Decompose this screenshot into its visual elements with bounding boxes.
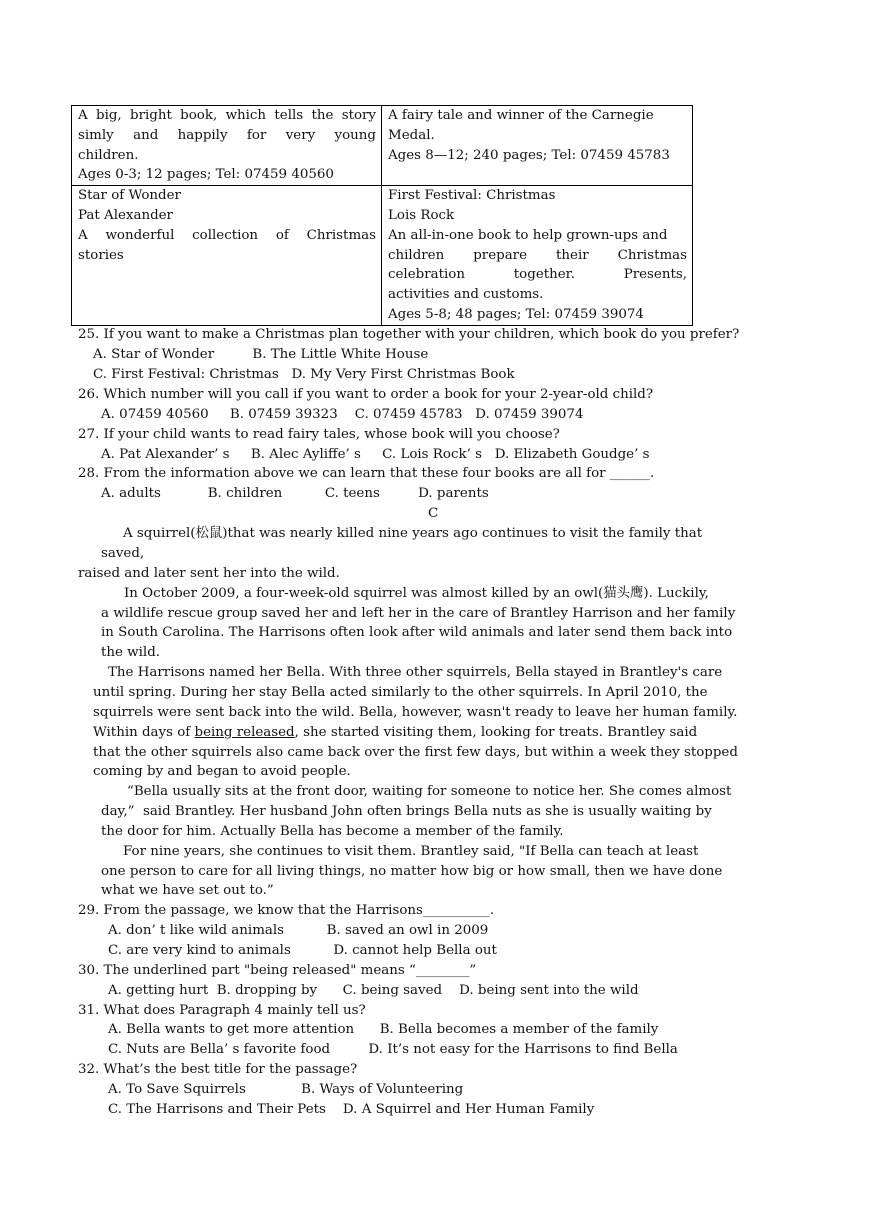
question-32-options-ab: A. To Save Squirrels B. Ways of Volunteering <box>108 1082 464 1097</box>
passage-line: In October 2009, a four-week-old squirrel was almost killed by an owl(猫头鹰). Luckily, <box>124 586 709 601</box>
question-28-options: A. adults B. children C. teens D. parents <box>101 486 489 501</box>
book-author: Lois Rock <box>388 207 455 223</box>
book-description-line: Medal. <box>388 127 435 143</box>
book-description-line: children prepare their Christmas <box>388 247 687 263</box>
question-26-options: A. 07459 40560 B. 07459 39323 C. 07459 45783 D. 07459 39074 <box>101 407 584 422</box>
book-info-line: Ages 8—12; 240 pages; Tel: 07459 45783 <box>388 147 670 163</box>
question-25-options-cd: C. First Festival: Christmas D. My Very First Christmas Book <box>93 367 515 382</box>
passage-line: a wildlife rescue group saved her and left her in the care of Brantley Harrison and her family <box>101 606 736 621</box>
question-29-options-cd: C. are very kind to animals D. cannot help Bella out <box>108 943 497 958</box>
passage-line-with-underline <box>93 723 697 743</box>
question-27-options: A. Pat Alexander’ s B. Alec Ayliffe’ s C. Lois Rock’ s D. Elizabeth Goudge’ s <box>101 447 650 462</box>
passage-text: Within days of <box>93 725 195 740</box>
underlined-phrase: being released <box>194 725 295 740</box>
book-description-line: A fairy tale and winner of the Carnegie <box>388 108 654 123</box>
passage-line: day,” said Brantley. Her husband John often brings Bella nuts as she is usually waiting by <box>101 804 712 819</box>
book-description-line: A big, bright book, which tells the story <box>78 108 376 123</box>
question-29: 29. From the passage, we know that the Harrisons__________. <box>78 903 495 918</box>
passage-line: until spring. During her stay Bella acted similarly to the other squirrels. In April 2010, the <box>93 685 708 700</box>
question-30-options: A. getting hurt B. dropping by C. being saved D. being sent into the wild <box>108 983 639 998</box>
book-table-row <box>72 106 693 186</box>
passage-line: what we have set out to.” <box>101 883 274 898</box>
question-28: 28. From the information above we can learn that these four books are all for ______. <box>78 466 655 481</box>
book-cell-star-of-wonder <box>72 186 382 326</box>
question-27: 27. If your child wants to read fairy tales, whose book will you choose? <box>78 427 560 442</box>
book-table <box>71 105 693 326</box>
book-description-line: A wonderful collection of Christmas <box>78 227 376 243</box>
book-author: Pat Alexander <box>78 207 173 223</box>
passage-line: raised and later sent her into the wild. <box>78 566 340 581</box>
book-title: Star of Wonder <box>78 188 181 204</box>
question-25: 25. If you want to make a Christmas plan together with your children, which book do you prefer? <box>78 327 740 342</box>
question-30: 30. The underlined part "being released" means “________” <box>78 963 477 978</box>
passage-line: saved, <box>101 546 145 561</box>
question-31: 31. What does Paragraph 4 mainly tell us? <box>78 1003 366 1018</box>
question-31-options-ab: A. Bella wants to get more attention B. Bella becomes a member of the family <box>108 1022 659 1037</box>
passage-text: , she started visiting them, looking for treats. Brantley said <box>294 725 698 740</box>
question-32: 32. What’s the best title for the passage? <box>78 1062 358 1077</box>
question-31-options-cd: C. Nuts are Bella’ s favorite food D. It’s not easy for the Harrisons to find Bella <box>108 1042 678 1057</box>
passage-line: “Bella usually sits at the front door, waiting for someone to notice her. She comes almost <box>127 784 732 799</box>
passage-line: one person to care for all living things, no matter how big or how small, then we have done <box>101 864 723 879</box>
book-cell-first-festival <box>382 186 693 326</box>
passage-line: that the other squirrels also came back over the first few days, but within a week they stopped <box>93 745 738 760</box>
book-info-line: Ages 5-8; 48 pages; Tel: 07459 39074 <box>388 306 644 322</box>
passage-line: the door for him. Actually Bella has become a member of the family. <box>101 824 564 839</box>
book-description-line: simly and happily for very young <box>78 127 376 143</box>
question-25-options-ab: A. Star of Wonder B. The Little White House <box>93 347 429 362</box>
question-26: 26. Which number will you call if you want to order a book for your 2-year-old child? <box>78 387 654 402</box>
passage-line: A squirrel(松鼠)that was nearly killed nine years ago continues to visit the family that <box>123 526 703 541</box>
passage-line: squirrels were sent back into the wild. Bella, however, wasn't ready to leave her human family. <box>93 705 738 720</box>
book-title: First Festival: Christmas <box>388 188 556 204</box>
passage-line: For nine years, she continues to visit them. Brantley said, "If Bella can teach at least <box>123 844 699 859</box>
book-cell-fairy-tale <box>382 106 693 186</box>
question-32-options-cd: C. The Harrisons and Their Pets D. A Squirrel and Her Human Family <box>108 1102 595 1117</box>
question-29-options-ab: A. don’ t like wild animals B. saved an owl in 2009 <box>108 923 489 938</box>
passage-line: in South Carolina. The Harrisons often look after wild animals and later send them back into <box>101 625 733 640</box>
book-description-line: activities and customs. <box>388 287 544 303</box>
passage-line: coming by and began to avoid people. <box>93 764 351 779</box>
passage-line: The Harrisons named her Bella. With three other squirrels, Bella stayed in Brantley's care <box>108 665 723 680</box>
book-description-line: An all-in-one book to help grown-ups and <box>388 227 668 243</box>
book-table-row <box>72 186 693 326</box>
passage-line: the wild. <box>101 645 161 660</box>
book-description-line: celebration together. Presents, <box>388 267 687 283</box>
book-description-line: children. <box>78 147 139 163</box>
book-info-line: Ages 0-3; 12 pages; Tel: 07459 40560 <box>78 167 334 183</box>
book-cell-little-white-house <box>72 106 382 186</box>
section-letter: C <box>428 506 439 521</box>
book-description-line: stories <box>78 247 124 263</box>
